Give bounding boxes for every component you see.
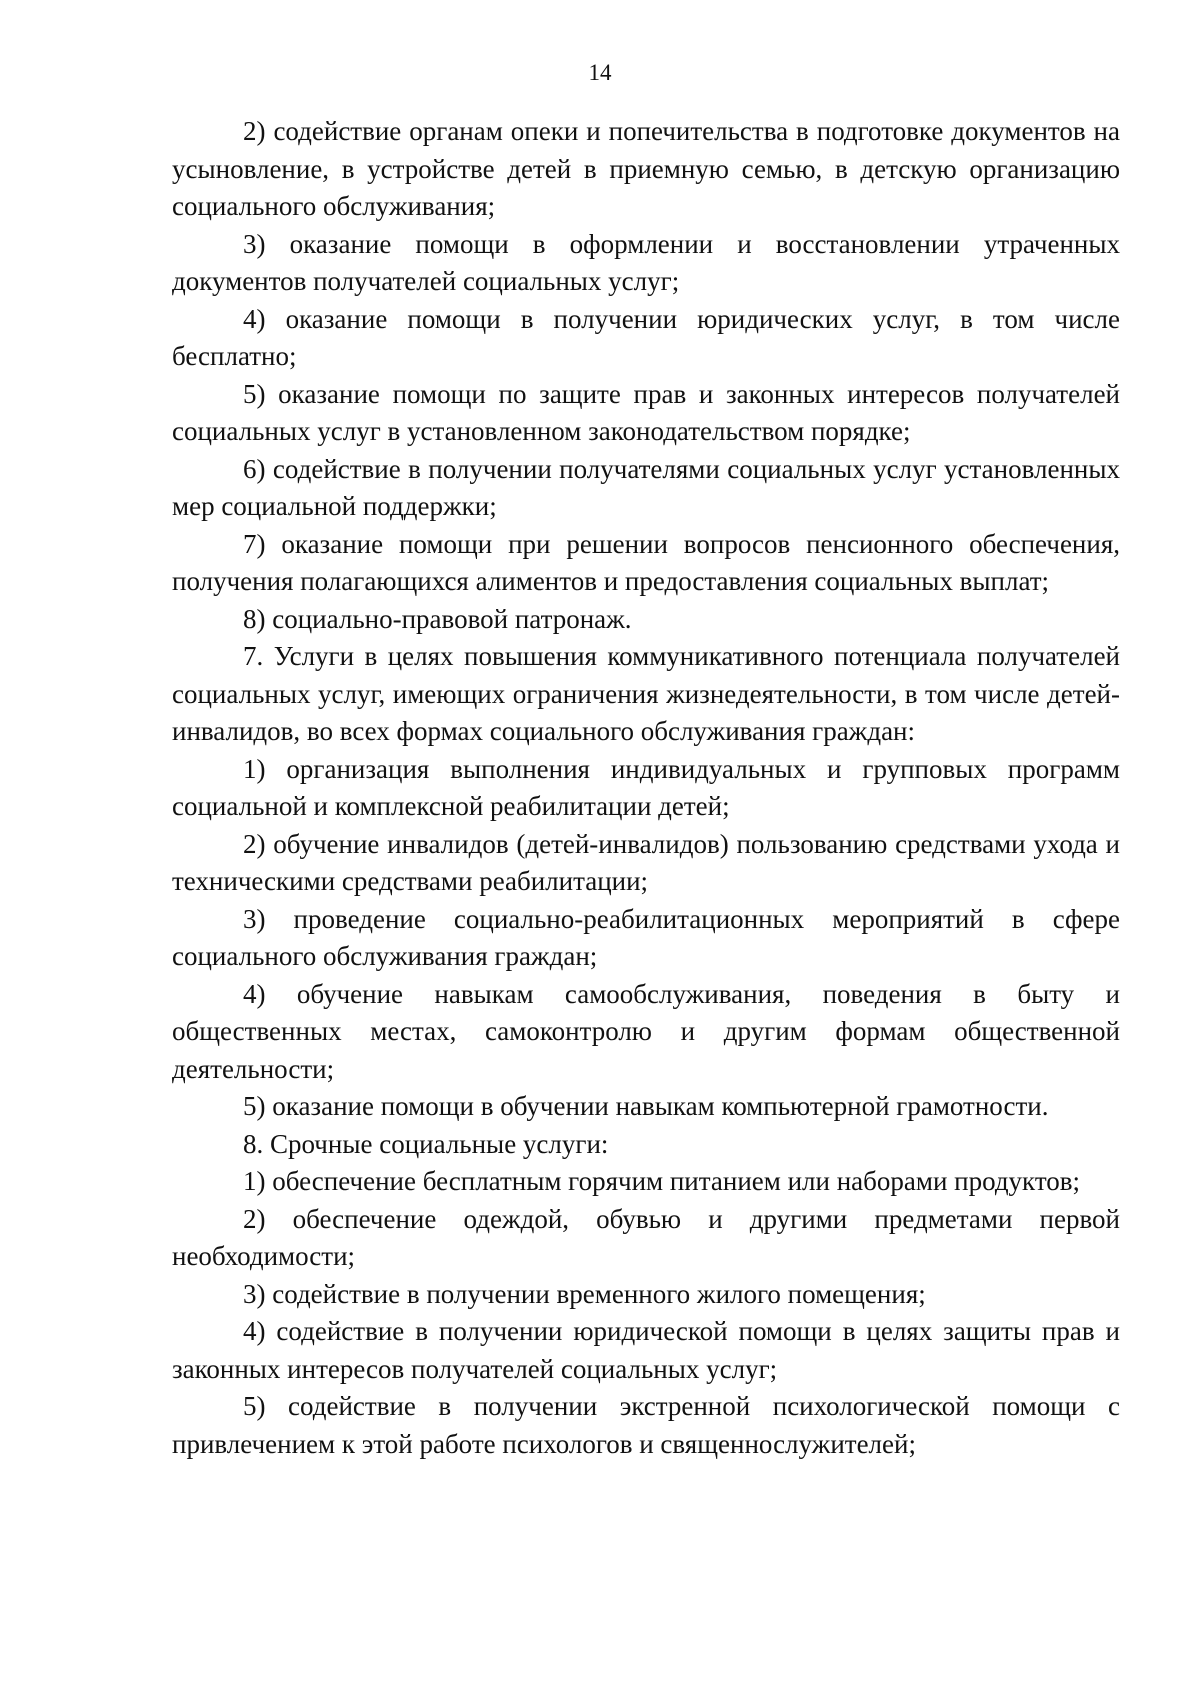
paragraph: 1) обеспечение бесплатным горячим питанием или наборами продуктов;: [243, 1166, 1081, 1196]
paragraph: 3) содействие в получении временного жилого помещения;: [243, 1278, 926, 1309]
paragraph: 3) оказание помощи в оформлении и восстановлении утраченных документов получателей социальных услуг;: [172, 228, 1120, 296]
section-heading-paragraph: 7. Услуги в целях повышения коммуникативного потенциала получателей социальных услуг, имеющих ограничения жизнедеятельности, в том числе детей-инвалидов, во всех формах социального обслуживания граждан:: [172, 641, 1120, 746]
paragraph: 5) оказание помощи по защите прав и законных интересов получателей социальных услуг в установленном законодательством порядке;: [172, 378, 1120, 446]
paragraph: 7) оказание помощи при решении вопросов пенсионного обеспечения, получения полагающихся алиментов и предоставления социальных выплат;: [172, 528, 1120, 596]
paragraph: 2) обучение инвалидов (детей-инвалидов) пользованию средствами ухода и техническими средствами реабилитации;: [172, 828, 1120, 896]
paragraph: 2) обеспечение одеждой, обувью и другими предметами первой необходимости;: [172, 1203, 1120, 1271]
paragraph: 4) обучение навыкам самообслуживания, поведения в быту и общественных местах, самоконтролю и другим формам общественной деятельности;: [172, 978, 1120, 1084]
paragraph: 5) оказание помощи в обучении навыкам компьютерной грамотности.: [243, 1091, 1049, 1121]
paragraph: 6) содействие в получении получателями социальных услуг установленных мер социальной поддержки;: [172, 453, 1120, 521]
paragraph: 8) социально-правовой патронаж.: [243, 603, 632, 634]
paragraph: 1) организация выполнения индивидуальных и групповых программ социальной и комплексной реабилитации детей;: [172, 753, 1120, 821]
paragraph: 5) содействие в получении экстренной психологической помощи с привлечением к этой работе психологов и священнослужителей;: [172, 1391, 1120, 1459]
paragraph: 4) оказание помощи в получении юридических услуг, в том числе бесплатно;: [172, 303, 1120, 371]
paragraph: 4) содействие в получении юридической помощи в целях защиты прав и законных интересов получателей социальных услуг;: [172, 1316, 1120, 1384]
paragraph: 3) проведение социально-реабилитационных мероприятий в сфере социального обслуживания граждан;: [172, 903, 1120, 971]
page-number: 14: [588, 60, 612, 85]
paragraph: 2) содействие органам опеки и попечительства в подготовке документов на усыновление, в устройстве детей в приемную семью, в детскую организацию социального обслуживания;: [172, 116, 1120, 221]
section-heading-paragraph: 8. Срочные социальные услуги:: [243, 1128, 609, 1159]
document-body: [172, 113, 1120, 1463]
